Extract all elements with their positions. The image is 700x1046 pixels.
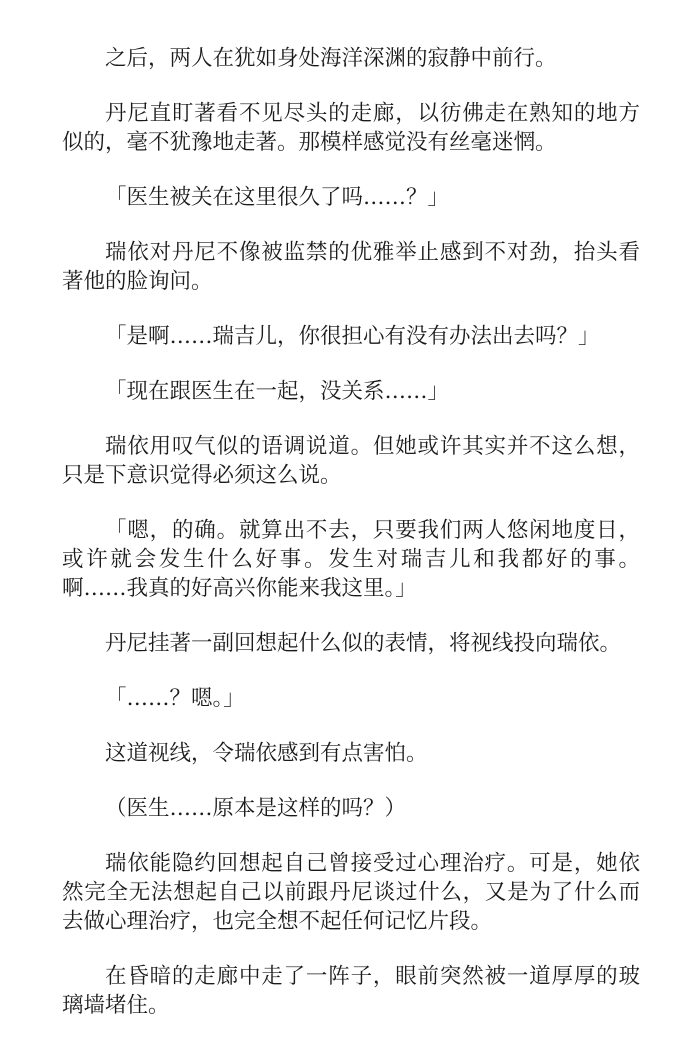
paragraph: 瑞依用叹气似的语调说道。但她或许其实并不这么想，只是下意识觉得必须这么说。 bbox=[62, 434, 640, 488]
paragraph: 这道视线，令瑞依感到有点害怕。 bbox=[105, 741, 428, 766]
body-text bbox=[62, 44, 640, 1046]
paragraph: 瑞依能隐约回想起自己曾接受过心理治疗。可是，她依然完全无法想起自己以前跟丹尼谈过什么，又是为了什么而去做心理治疗，也完全想不起任何记忆片段。 bbox=[62, 851, 640, 934]
paragraph: 在昏暗的走廊中走了一阵子，眼前突然被一道厚厚的玻璃墙堵住。 bbox=[62, 964, 640, 1018]
dialogue-line: 「是啊……瑞吉儿，你很担心有没有办法出去吗？」 bbox=[105, 324, 600, 349]
paragraph: 丹尼挂著一副回想起什么似的表情，将视线投向瑞依。 bbox=[105, 631, 622, 656]
dialogue-line: 「……？嗯。」 bbox=[105, 686, 245, 711]
dialogue-line: 「医生被关在这里很久了吗……？」 bbox=[105, 185, 450, 210]
inner-thought-line: （医生……原本是这样的吗？） bbox=[105, 796, 407, 821]
dialogue-line: 「现在跟医生在一起，没关系……」 bbox=[105, 379, 450, 404]
paragraph: 瑞依对丹尼不像被监禁的优雅举止感到不对劲，抬头看著他的脸询问。 bbox=[62, 240, 640, 294]
paragraph: 之后，两人在犹如身处海洋深渊的寂静中前行。 bbox=[105, 46, 557, 71]
dialogue-line: 「嗯，的确。就算出不去，只要我们两人悠闲地度日，或许就会发生什么好事。发生对瑞吉儿和我都好的事。啊……我真的好高兴你能来我这里。」 bbox=[62, 518, 640, 601]
paragraph: 丹尼直盯著看不见尽头的走廊，以彷佛走在熟知的地方似的，毫不犹豫地走著。那模样感觉没有丝毫迷惘。 bbox=[62, 101, 640, 155]
